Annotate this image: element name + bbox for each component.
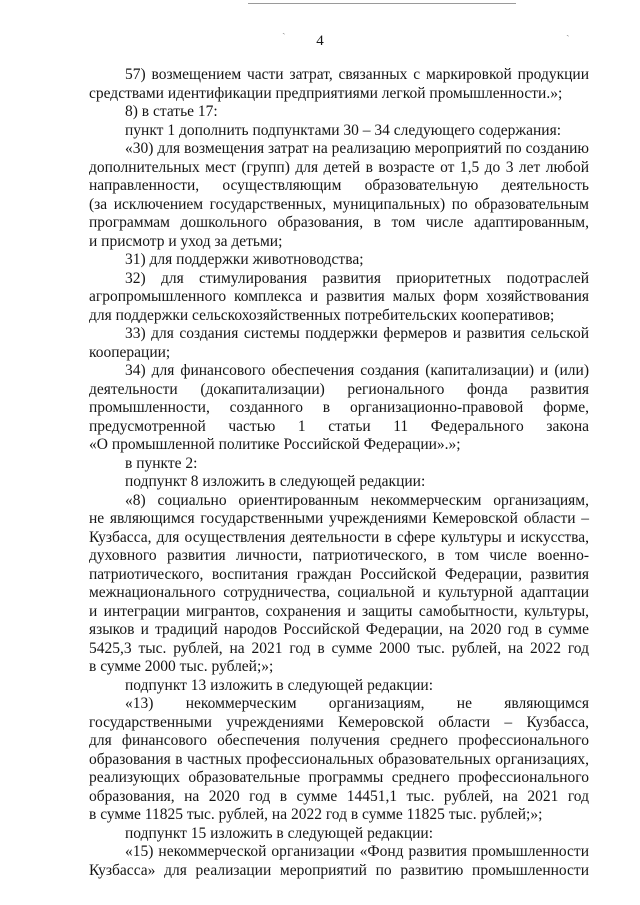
- page-number: 4: [316, 33, 324, 49]
- scan-speck: ˏ: [566, 25, 570, 37]
- paragraph-subitem-30: «30) для возмещения затрат на реализацию мероприятий по созданию дополнительных мест (групп) для детей в возрасте от 1,5 до 3 лет любой направленности, осуществляющим образовательную деятельность (за исключением государственных, муниципальных) по образовательным программам дошкольного образования, в том числе адаптированным, и присмотр и уход за детьми;: [89, 140, 589, 250]
- paragraph-subitem-13: «13) некоммерческим организациям, не являющимся государственными учреждениями Кемеровской области – Кузбасса, для финансового обеспечения получения среднего профессионального образования в частных профессиональных образовательных организациях, реализующих образовательные программы среднего профессионального образования, на 2020 год в сумме 14451,1 тыс. рублей, на 2021 год в сумме 11825 тыс. рублей, на 2022 год в сумме 11825 тыс. рублей;»;: [89, 695, 589, 823]
- scan-top-rule: [248, 3, 516, 4]
- document-body: [89, 66, 589, 880]
- paragraph-subitem-13-heading: подпункт 13 изложить в следующей редакции:: [125, 676, 434, 694]
- paragraph-item-8-heading: 8) в статье 17:: [125, 103, 218, 120]
- paragraph-subitem-15-heading: подпункт 15 изложить в следующей редакции:: [125, 824, 434, 842]
- scan-speck: ˏ: [282, 23, 286, 35]
- paragraph-subitem-8-heading: подпункт 8 изложить в следующей редакции:: [125, 473, 426, 490]
- paragraph-subitem-57: 57) возмещением части затрат, связанных с маркировкой продукции средствами идентификации предприятиями легкой промышленности.»;: [89, 66, 589, 102]
- paragraph-subitem-31: 31) для поддержки животноводства;: [125, 251, 364, 268]
- paragraph-subitem-8: «8) социально ориентированным некоммерческим организациям, не являющимся государственными учреждениями Кемеровской области – Кузбасса, для осуществления деятельности в сфере культуры и искусства, духовного развития личности, патриотического, в том числе военно- патриотического, воспитания граждан Российской Федерации, развития межнационального сотрудничества, социальной и культурной адаптации и интеграции мигрантов, сохранения и защиты самобытности, культуры, языков и традиций народов Российской Федерации, на 2020 год в сумме 5425,3 тыс. рублей, на 2021 год в сумме 2000 тыс. рублей, на 2022 год в сумме 2000 тыс. рублей;»;: [89, 491, 589, 675]
- paragraph-punkt-1-heading: пункт 1 дополнить подпунктами 30 – 34 следующего содержания:: [125, 121, 562, 139]
- paragraph-subitem-33: 33) для создания системы поддержки фермеров и развития сельской кооперации;: [89, 325, 589, 361]
- paragraph-subitem-34: 34) для финансового обеспечения создания (капитализации) и (или) деятельности (докапитализации) регионального фонда развития промышленности, созданного в организационно-правовой форме, предусмотренной частью 1 статьи 11 Федерального закона «О промышленной политике Российской Федерации».»;: [89, 362, 589, 453]
- paragraph-punkt-2-heading: в пункте 2:: [125, 454, 198, 472]
- paragraph-subitem-15: «15) некоммерческой организации «Фонд развития промышленности Кузбасса» для реализации мероприятий по развитию промышленности: [89, 843, 589, 879]
- paragraph-subitem-32: 32) для стимулирования развития приоритетных подотраслей агропромышленного комплекса и развития малых форм хозяйствования для поддержки сельскохозяйственных потребительских кооперативов;: [89, 269, 589, 324]
